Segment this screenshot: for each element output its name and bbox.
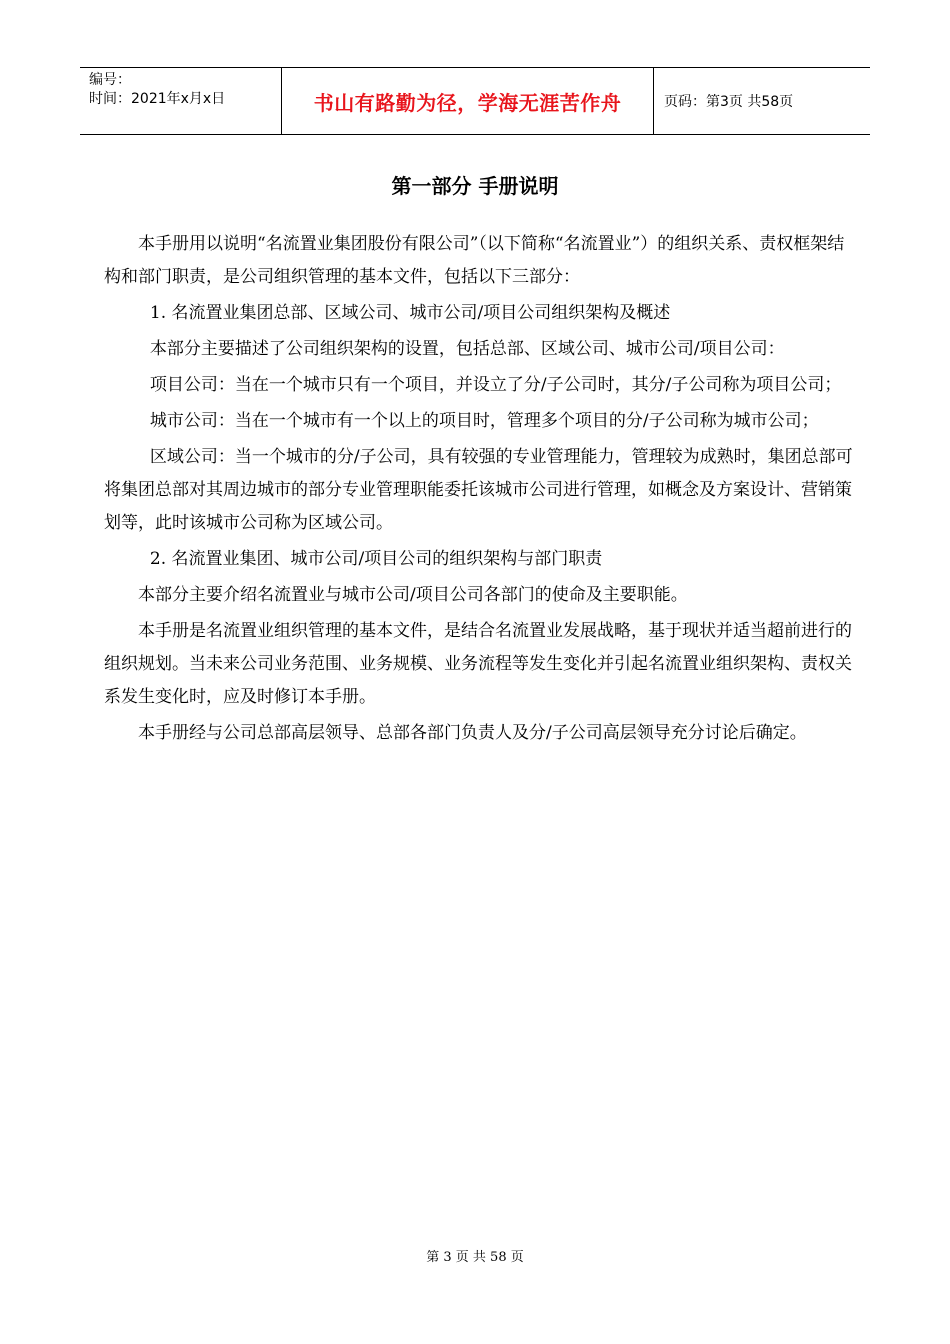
paragraph-project-company: 项目公司：当在一个城市只有一个项目，并设立了分/子公司时，其分/子公司称为项目公司； bbox=[149, 375, 842, 395]
section-title: 第一部分 手册说明 bbox=[391, 174, 559, 198]
paragraph-manual-confirmation: 本手册经与公司总部高层领导、总部各部门负责人及分/子公司高层领导充分讨论后确定。 bbox=[138, 723, 807, 743]
paragraph-part-1-summary: 本部分主要描述了公司组织架构的设置，包括总部、区域公司、城市公司/项目公司： bbox=[149, 339, 785, 359]
document-body bbox=[104, 228, 856, 753]
list-item-part-1: 1. 名流置业集团总部、区域公司、城市公司/项目公司组织架构及概述 bbox=[149, 303, 671, 323]
document-number-label: 编号： bbox=[89, 72, 131, 88]
header-motto-cell bbox=[282, 68, 654, 134]
header-page-label: 页码：第3页 共58页 bbox=[664, 94, 794, 110]
list-item-part-2: 2. 名流置业集团、城市公司/项目公司的组织架构与部门职责 bbox=[149, 549, 603, 569]
paragraph-regional-company: 区域公司：当一个城市的分/子公司，具有较强的专业管理能力，管理较为成熟时，集团总部可将集团总部对其周边城市的部分专业管理职能委托该城市公司进行管理，如概念及方案设计、营销策划等，此时该城市公司称为区域公司。 bbox=[104, 447, 853, 533]
header-meta-cell bbox=[80, 68, 282, 134]
paragraph-part-2-summary: 本部分主要介绍名流置业与城市公司/项目公司各部门的使命及主要职能。 bbox=[138, 585, 688, 605]
page-footer: 第 3 页 共 58 页 bbox=[426, 1250, 524, 1265]
header-page-cell bbox=[654, 68, 870, 134]
header-table bbox=[80, 67, 870, 135]
paragraph-city-company: 城市公司：当在一个城市有一个以上的项目时，管理多个项目的分/子公司称为城市公司； bbox=[149, 411, 819, 431]
document-time-label: 时间：2021年x月x日 bbox=[89, 91, 226, 107]
paragraph-intro: 本手册用以说明“名流置业集团股份有限公司”（以下简称“名流置业”）的组织关系、责权框架结构和部门职责，是公司组织管理的基本文件，包括以下三部分： bbox=[104, 234, 845, 287]
paragraph-manual-basis: 本手册是名流置业组织管理的基本文件，是结合名流置业发展战略，基于现状并适当超前进行的组织规划。当未来公司业务范围、业务规模、业务流程等发生变化并引起名流置业组织架构、责权关系发生变化时，应及时修订本手册。 bbox=[104, 621, 852, 707]
header-motto: 书山有路勤为径，学海无涯苦作舟 bbox=[313, 90, 622, 115]
